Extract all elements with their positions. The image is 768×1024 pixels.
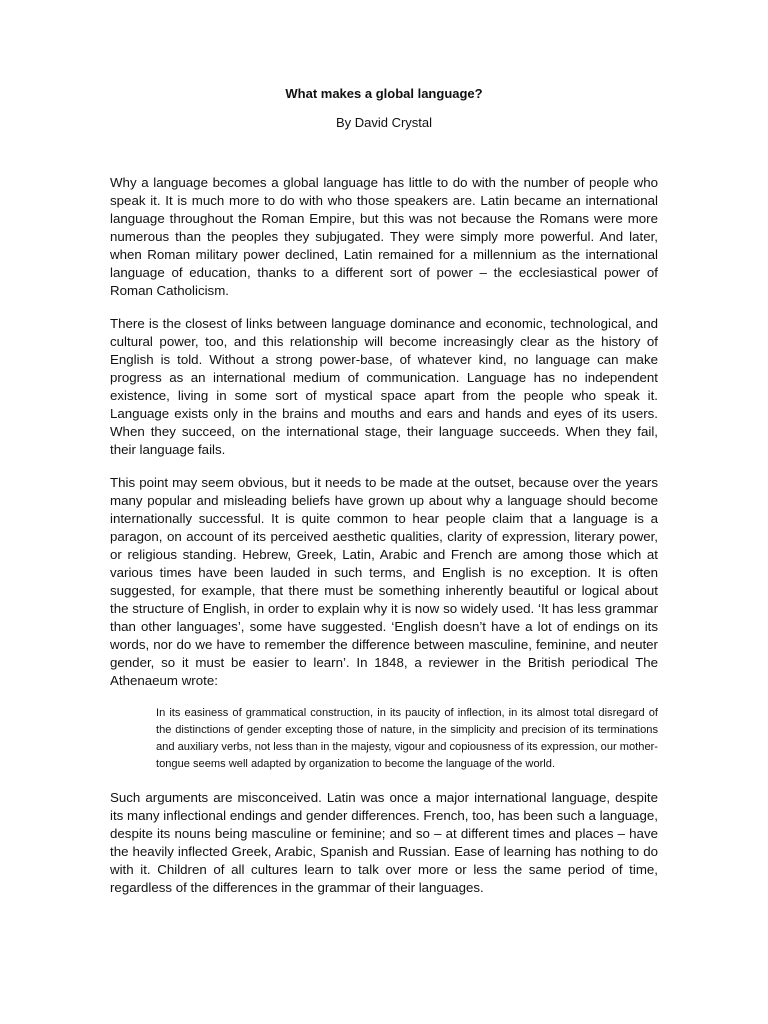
paragraph-3: This point may seem obvious, but it needs to be made at the outset, because over the years many popular and misleading beliefs have grown up about why a language should become internationally successful. It is quite common to hear people claim that a language is a paragon, on account of its perceived aesthetic qualities, clarity of expression, literary power, or religious standing. Hebrew, Greek, Latin, Arabic and French are among those which at various times have been lauded in such terms, and English is no exception. It is often suggested, for example, that there must be something inherently beautiful or logical about the structure of English, in order to explain why it is now so widely used. ‘It has less grammar than other languages’, some have suggested. ‘English doesn’t have a lot of endings on its words, nor do we have to remember the difference between masculine, feminine, and neuter gender, so it must be easier to learn’. In 1848, a reviewer in the British periodical The Athenaeum wrote:: [110, 475, 658, 688]
paragraph-2: There is the closest of links between language dominance and economic, technological, and cultural power, too, and this relationship will become increasingly clear as the history of English is told. Without a strong power-base, of whatever kind, no language can make progress as an international medium of communication. Language has no independent existence, living in some sort of mystical space apart from the people who speak it. Language exists only in the brains and mouths and ears and hands and eyes of its users. When they succeed, on the international stage, their language succeeds. When they fail, their language fails.: [110, 316, 658, 457]
paragraph-4: Such arguments are misconceived. Latin was once a major international language, despite its many inflectional endings and gender differences. French, too, has been such a language, despite its nouns being masculine or feminine; and so – at different times and places – have the heavily inflected Greek, Arabic, Spanish and Russian. Ease of learning has nothing to do with it. Children of all cultures learn to talk over more or less the same period of time, regardless of the differences in the grammar of their languages.: [110, 790, 658, 895]
document-author: By David Crystal: [335, 115, 433, 130]
document-title: What makes a global language?: [285, 86, 483, 101]
block-quote: In its easiness of grammatical construction, in its paucity of inflection, in its almost total disregard of the distinctions of gender excepting those of nature, in the simplicity and precision of its terminations and auxiliary verbs, not less than in the majesty, vigour and copiousness of its expression, our mother-tongue seems well adapted by organization to become the language of the world.: [156, 707, 658, 770]
document-body: [110, 174, 658, 912]
paragraph-1: Why a language becomes a global language has little to do with the number of people who speak it. It is much more to do with who those speakers are. Latin became an international language throughout the Roman Empire, but this was not because the Romans were more numerous than the peoples they subjugated. They were simply more powerful. And later, when Roman military power declined, Latin remained for a millennium as the international language of education, thanks to a different sort of power – the ecclesiastical power of Roman Catholicism.: [110, 175, 658, 298]
